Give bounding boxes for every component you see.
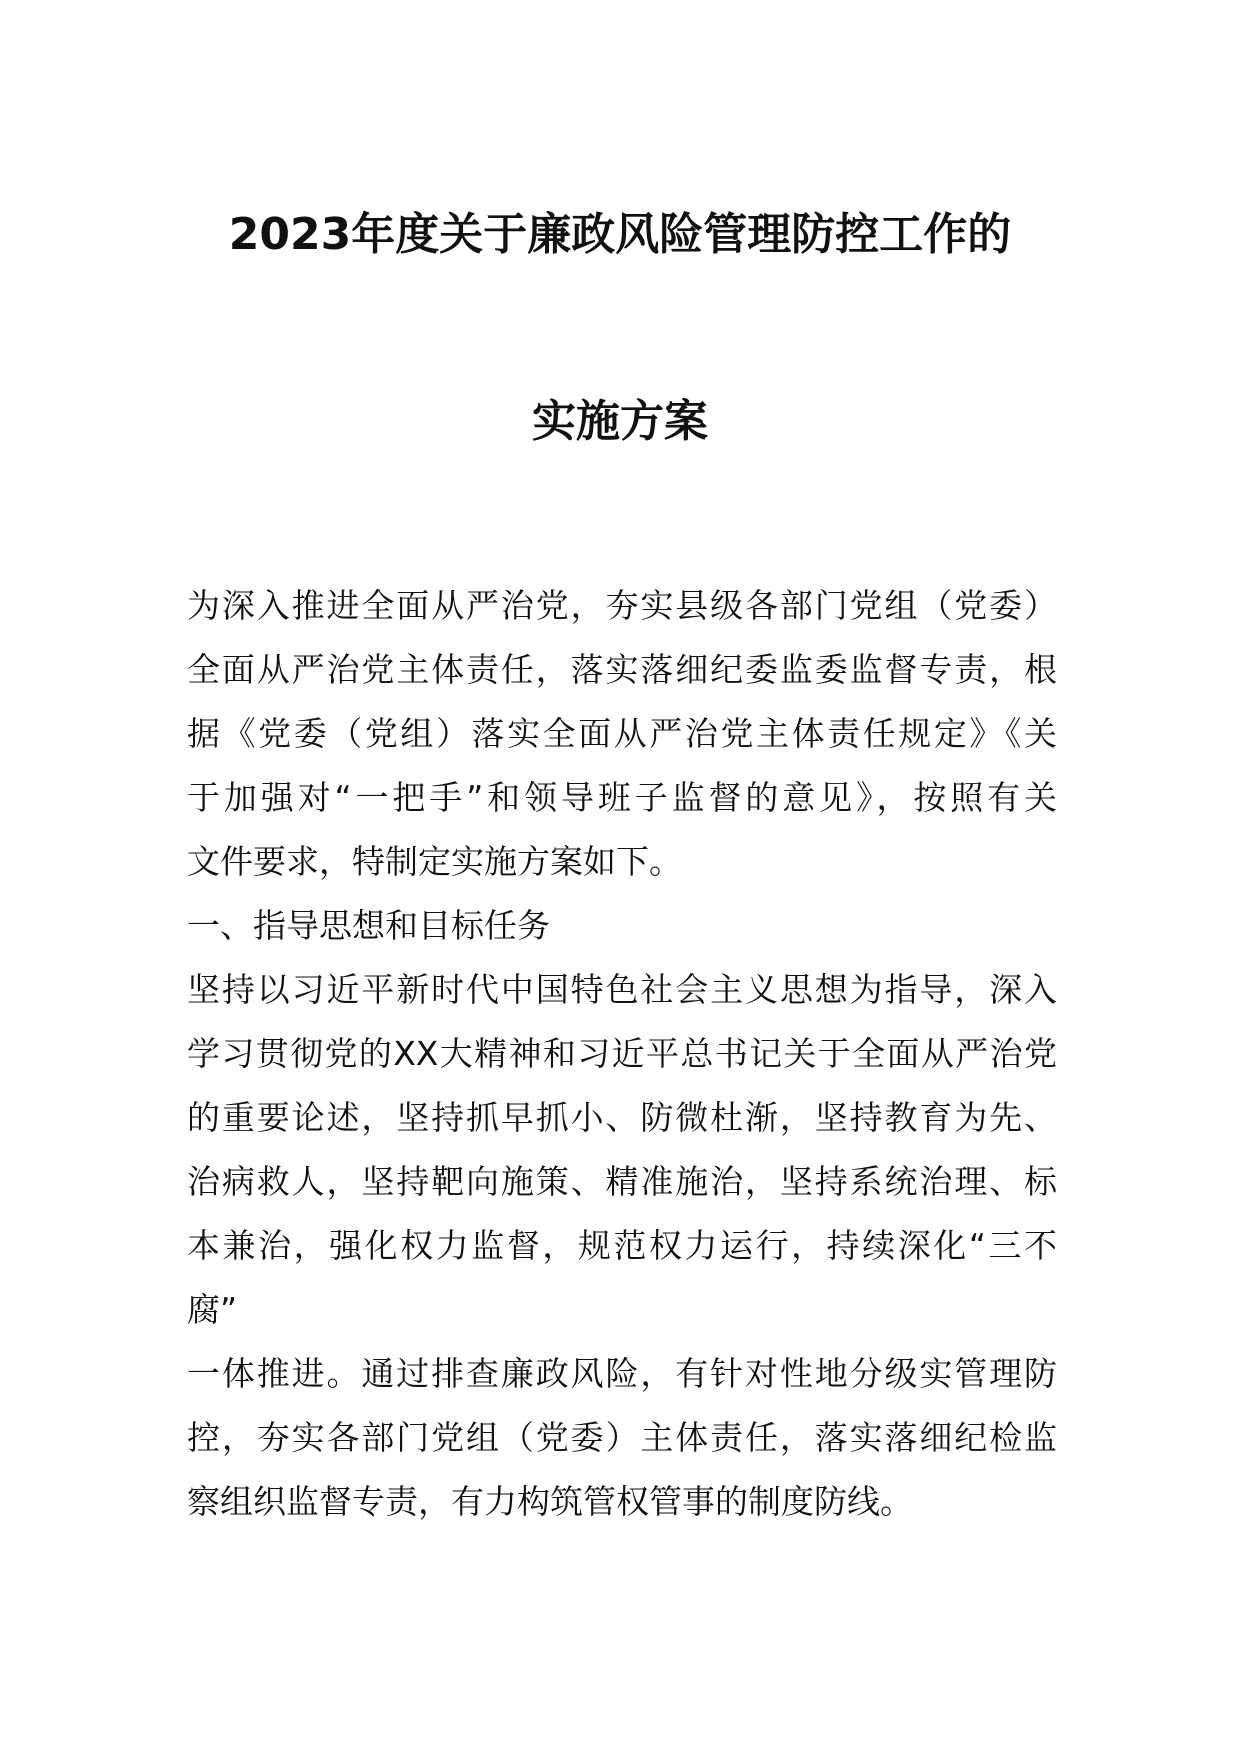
paragraph-line: 文件要求，特制定实施方案如下。	[187, 842, 682, 881]
paragraph-line: 据《党委（党组）落实全面从严治党主体责任规定》《关	[187, 714, 1057, 753]
paragraph-line: 为深入推进全面从严治党，夯实县级各部门党组（党委）	[187, 586, 1057, 625]
document-body	[187, 574, 1057, 1534]
paragraph-line: 一体推进。通过排查廉政风险，有针对性地分级实管理防	[187, 1354, 1057, 1393]
paragraph-line: 察组织监督专责，有力构筑管权管事的制度防线。	[187, 1482, 913, 1521]
paragraph-line: 于加强对“一把手”和领导班子监督的意见》，按照有关	[187, 778, 1057, 817]
paragraph-line: 本兼治，强化权力监督，规范权力运行，持续深化“三不	[187, 1226, 1057, 1265]
paragraph-line: 坚持以习近平新时代中国特色社会主义思想为指导，深入	[187, 970, 1057, 1009]
paragraph-line: 全面从严治党主体责任，落实落细纪委监委监督专责，根	[187, 650, 1057, 689]
document-title-line-2: 实施方案	[532, 396, 708, 447]
section-heading: 一、指导思想和目标任务	[187, 906, 550, 945]
paragraph-line: 的重要论述，坚持抓早抓小、防微杜渐，坚持教育为先、	[187, 1098, 1057, 1137]
paragraph-line: 治病救人，坚持靶向施策、精准施治，坚持系统治理、标	[187, 1162, 1057, 1201]
document-title-line-1: 2023年度关于廉政风险管理防控工作的	[228, 209, 1012, 260]
paragraph-line: 学习贯彻党的XX大精神和习近平总书记关于全面从严治党	[187, 1034, 1057, 1073]
paragraph-line: 腐”	[187, 1290, 238, 1329]
paragraph-line: 控，夯实各部门党组（党委）主体责任，落实落细纪检监	[187, 1418, 1057, 1457]
